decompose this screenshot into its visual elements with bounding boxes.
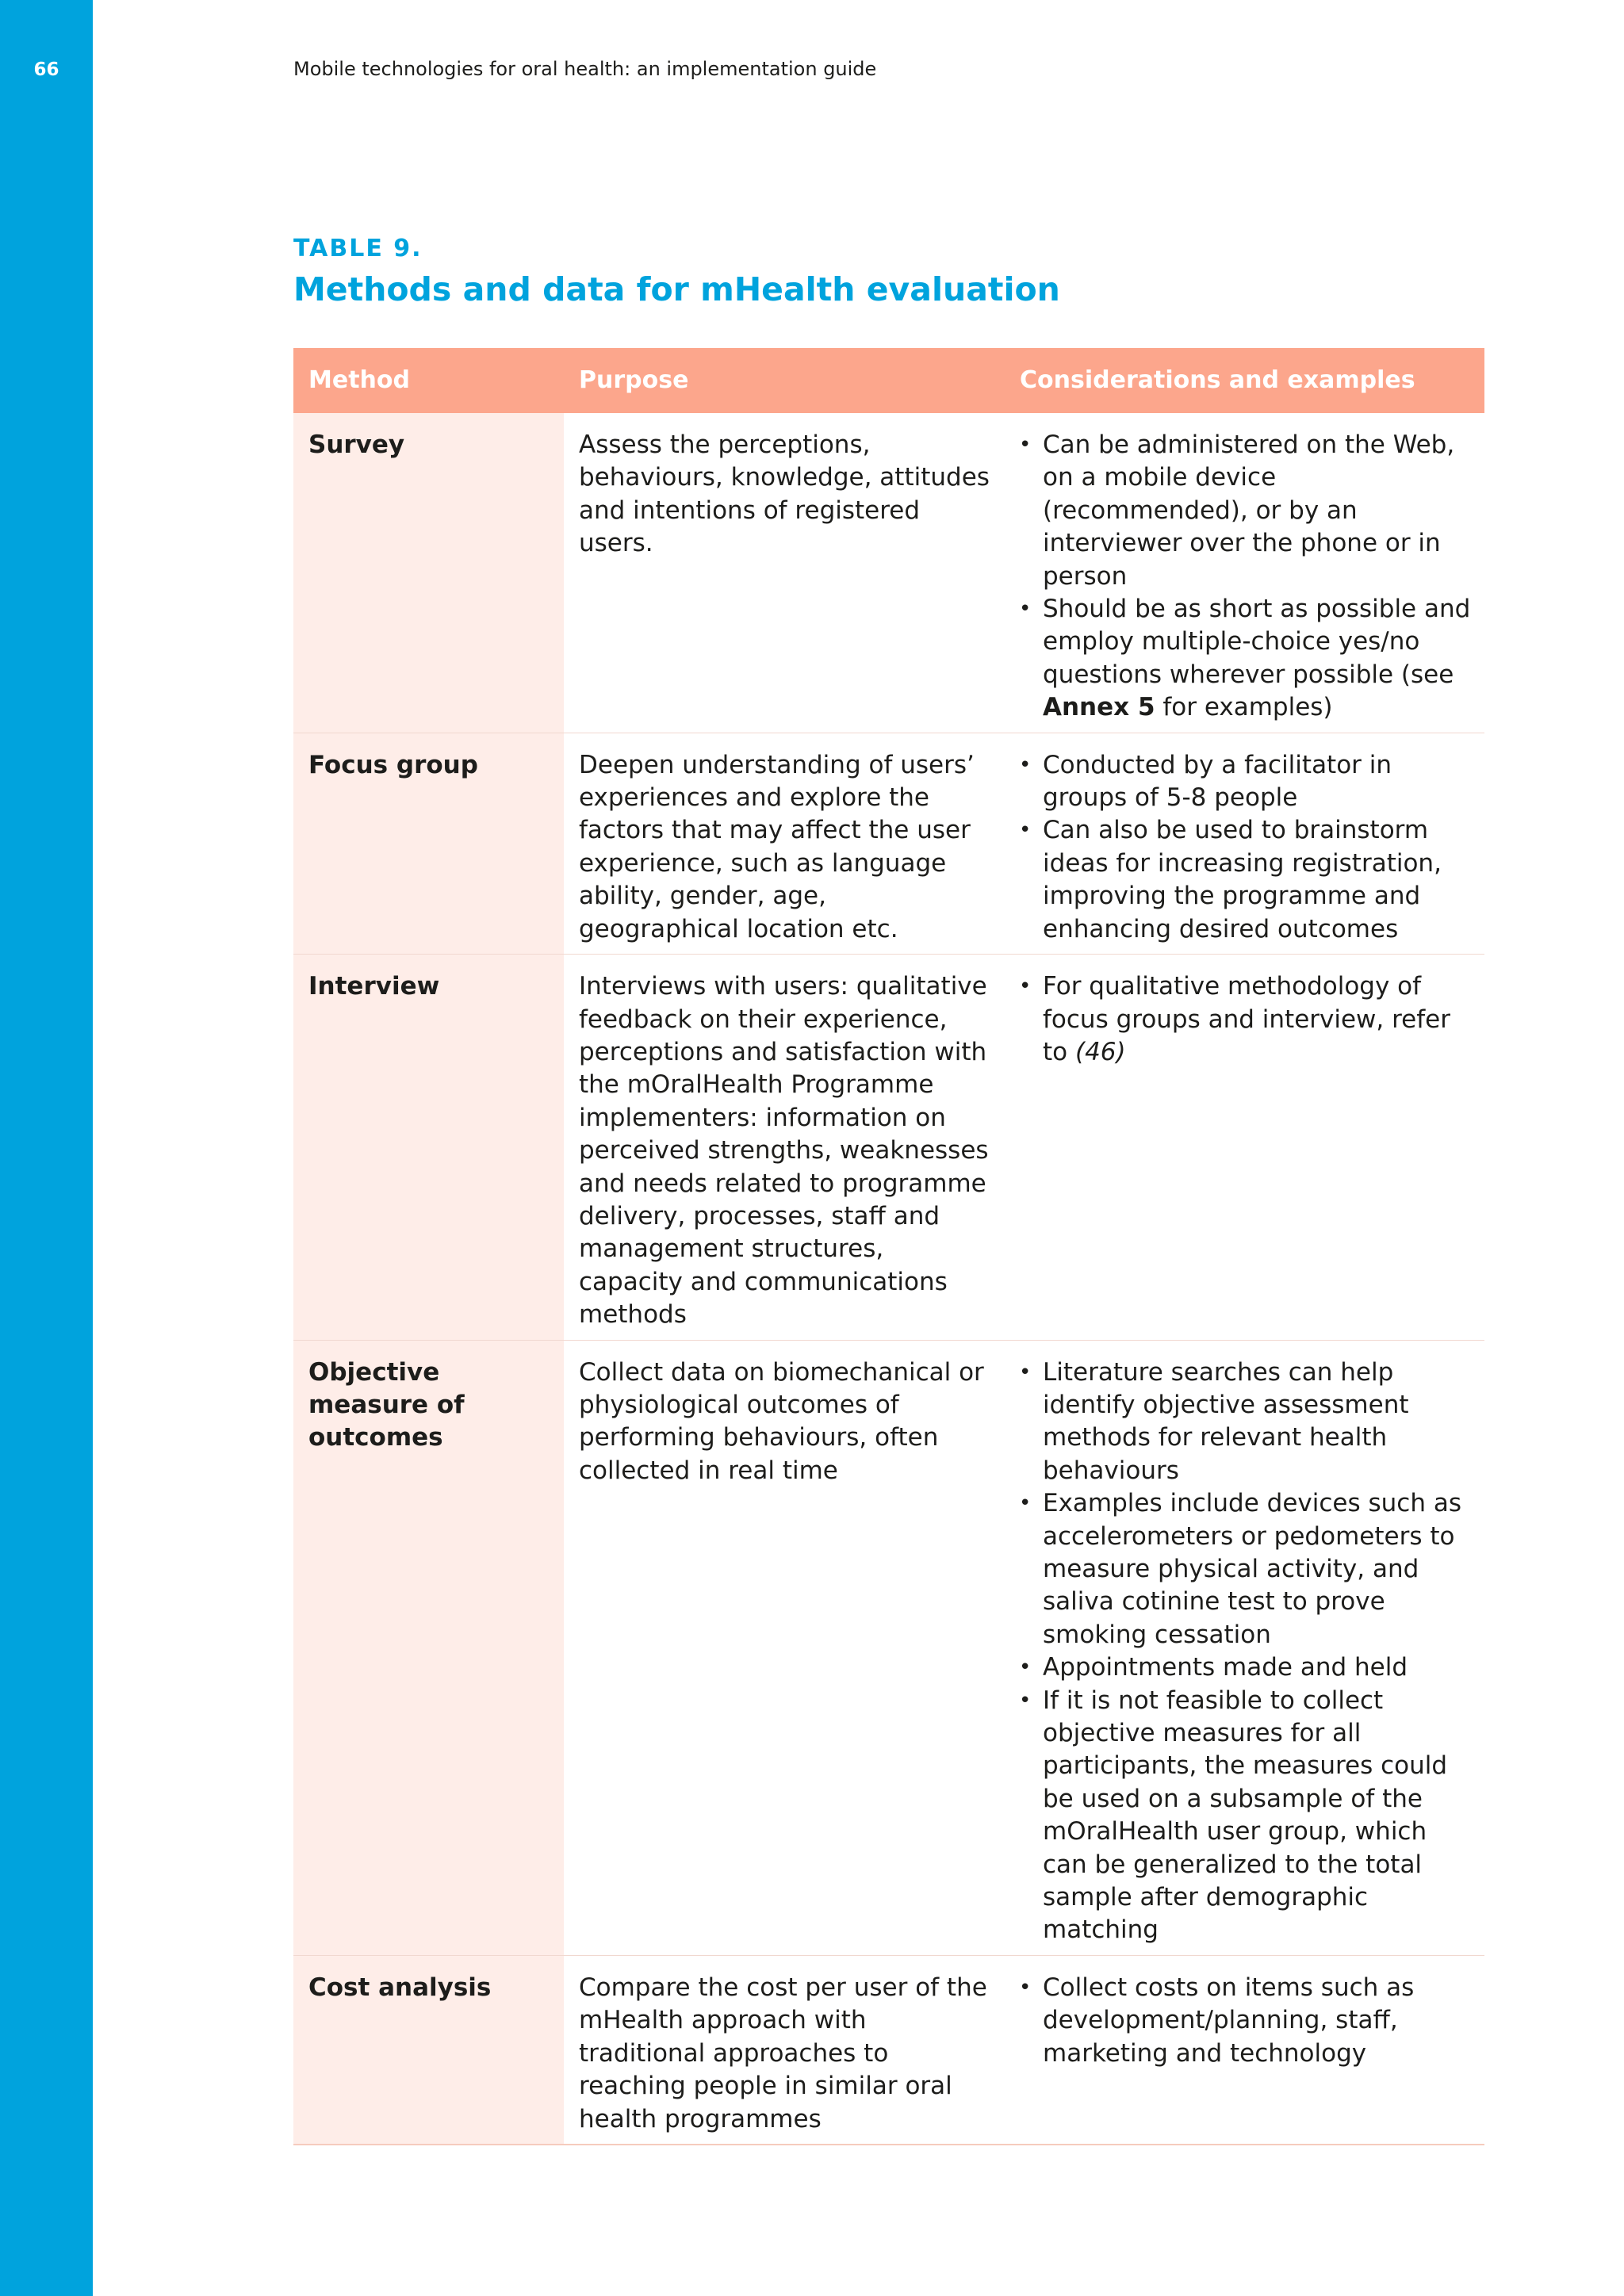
consideration-item: • Conducted by a facilitator in groups of 5-8 people bbox=[1019, 750, 1392, 813]
table-row-cost-analysis bbox=[293, 1956, 1484, 2145]
header-considerations: Considerations and examples bbox=[1020, 366, 1415, 394]
bullet-icon: • bbox=[1019, 1491, 1032, 1516]
consideration-item: • Collect costs on items such as development/planning, staff, marketing and technology bbox=[1019, 1973, 1415, 2068]
considerations-cell bbox=[1005, 1956, 1484, 2144]
method-cell: Cost analysis bbox=[293, 1956, 564, 2144]
purpose-cell: Deepen understanding of users’ experiences and explore the factors that may affect the user experience, such as language ability, gender, age, geographical location etc. bbox=[579, 750, 975, 943]
method-cell: Interview bbox=[293, 955, 564, 1339]
consideration-item: • For qualitative methodology of focus groups and interview, refer to (46) bbox=[1019, 972, 1450, 1066]
consideration-item: • Appointments made and held bbox=[1019, 1651, 1477, 1684]
running-head: Mobile technologies for oral health: an implementation guide bbox=[293, 58, 877, 80]
bullet-icon: • bbox=[1019, 1655, 1032, 1680]
consideration-item: • Can be administered on the Web, on a mobile device (recommended), or by an interviewer over the phone or in person bbox=[1019, 430, 1455, 591]
method-cell: Survey bbox=[293, 413, 564, 733]
method-cell: Focus group bbox=[293, 733, 564, 954]
evaluation-methods-table bbox=[293, 348, 1484, 2145]
considerations-cell bbox=[1005, 1341, 1484, 1955]
table-row-interview bbox=[293, 955, 1484, 1340]
header-method: Method bbox=[308, 366, 410, 394]
table-label: TABLE 9. bbox=[293, 235, 423, 262]
table-title: Methods and data for mHealth evaluation bbox=[293, 270, 1060, 308]
consideration-item: • Examples include devices such as accelerometers or pedometers to measure physical activity, and saliva cotinine test to prove smoking cessation bbox=[1019, 1489, 1461, 1649]
bullet-icon: • bbox=[1019, 974, 1032, 999]
bullet-icon: • bbox=[1019, 1360, 1032, 1384]
side-color-bar bbox=[0, 0, 93, 2296]
header-purpose: Purpose bbox=[579, 366, 689, 394]
bullet-icon: • bbox=[1019, 1975, 1032, 1999]
page-number: 66 bbox=[33, 59, 59, 80]
considerations-cell bbox=[1005, 955, 1484, 1339]
purpose-cell: Assess the perceptions, behaviours, knowledge, attitudes and intentions of registered users. bbox=[579, 430, 990, 558]
bullet-icon: • bbox=[1019, 433, 1032, 457]
bullet-icon: • bbox=[1019, 597, 1032, 622]
considerations-cell bbox=[1005, 413, 1484, 733]
table-header-row bbox=[293, 348, 1484, 413]
table-row-objective-measure bbox=[293, 1341, 1484, 1956]
consideration-item: • Should be as short as possible and employ multiple-choice yes/no questions wherever possible (see Annex 5 for examples) bbox=[1019, 595, 1471, 722]
method-cell: Objective measure of outcomes bbox=[293, 1341, 564, 1955]
bullet-icon: • bbox=[1019, 752, 1032, 777]
purpose-cell: Collect data on biomechanical or physiological outcomes of performing behaviours, often collected in real time bbox=[579, 1357, 984, 1485]
considerations-cell bbox=[1005, 733, 1484, 954]
citation-reference: (46) bbox=[1074, 1037, 1126, 1066]
bullet-icon: • bbox=[1019, 818, 1032, 843]
annex-reference: Annex 5 bbox=[1043, 693, 1155, 722]
table-row-focus-group bbox=[293, 733, 1484, 955]
purpose-cell: Compare the cost per user of the mHealth approach with traditional approaches to reaching people in similar oral health programmes bbox=[579, 1973, 987, 2133]
bullet-icon: • bbox=[1019, 1688, 1032, 1712]
purpose-cell: Interviews with users: qualitative feedback on their experience, perceptions and satisfaction with the mOralHealth Programme implementers: information on perceived strengths, weaknesses and needs related to programme delivery, processes, staff and management structures, capacity and communications methods bbox=[579, 972, 989, 1330]
consideration-item: • Can also be used to brainstorm ideas for increasing registration, improving the programme and enhancing desired outcomes bbox=[1019, 816, 1442, 943]
consideration-item: • If it is not feasible to collect objective measures for all participants, the measures could be used on a subsample of the mOralHealth user group, which can be generalized to the total sample after demographic matching bbox=[1019, 1686, 1448, 1945]
consideration-item: • Literature searches can help identify objective assessment methods for relevant health behaviours bbox=[1019, 1357, 1409, 1485]
table-row-survey bbox=[293, 413, 1484, 733]
